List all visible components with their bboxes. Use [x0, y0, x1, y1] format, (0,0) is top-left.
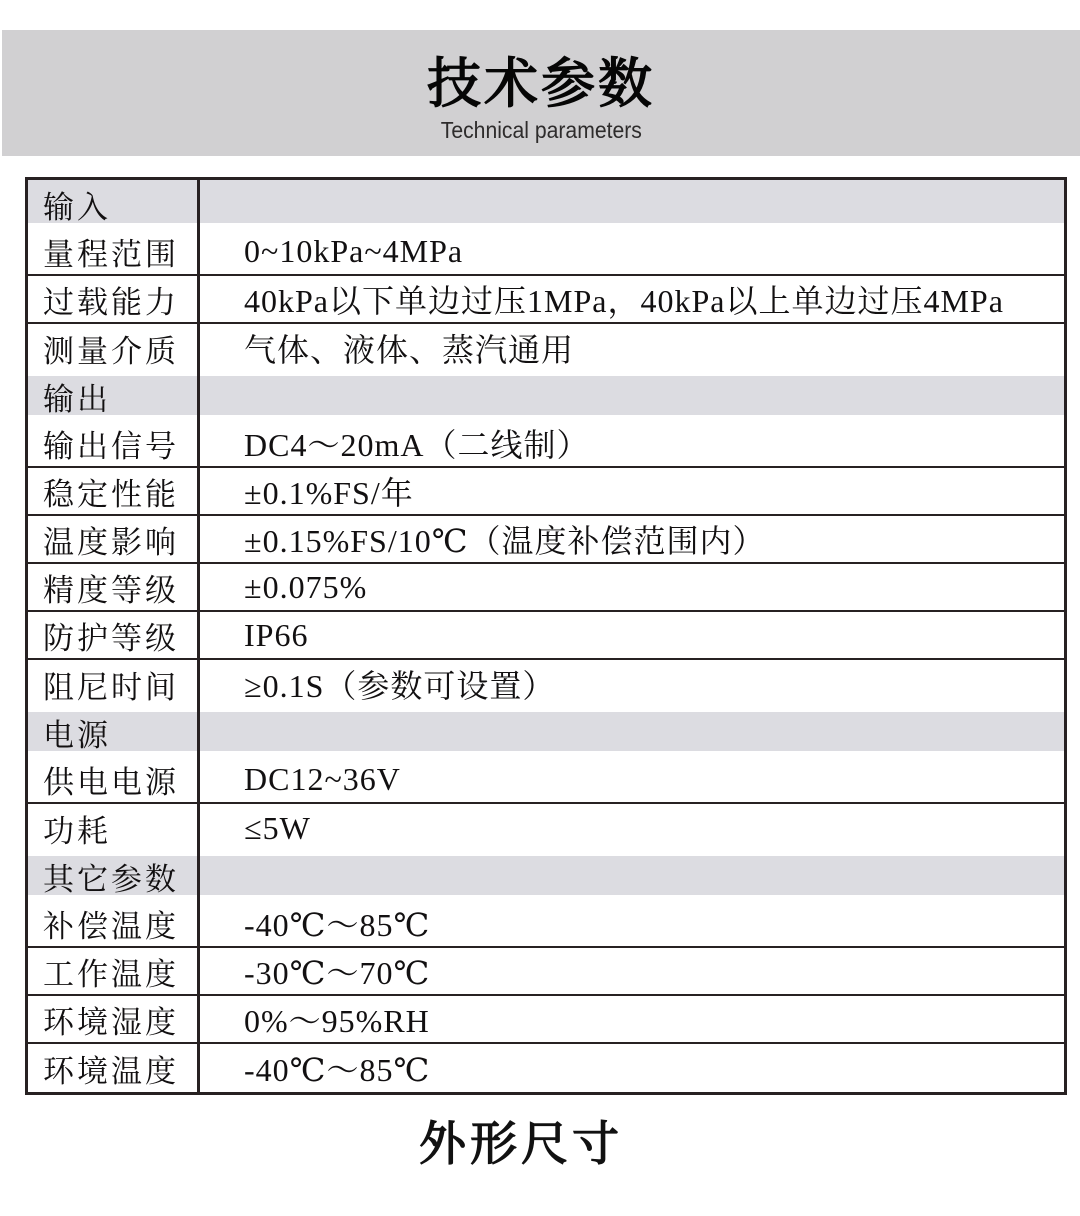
table-row — [28, 1044, 1064, 1092]
row-label-cell: 测量介质 — [28, 324, 200, 372]
row-value-cell — [200, 708, 1064, 756]
technical-parameters-table — [25, 177, 1067, 1095]
row-label-cell: 精度等级 — [28, 564, 200, 612]
row-value-cell: 气体、液体、蒸汽通用 — [244, 332, 575, 368]
section-header-banner — [2, 30, 1080, 156]
table-row — [28, 516, 1064, 564]
row-value-cell: DC4～20mA（二线制） — [200, 420, 1064, 468]
row-value-cell: ±0.1%FS/年 — [200, 468, 1064, 516]
row-label-cell: 其它参数 — [28, 852, 200, 900]
row-value-cell: ≥0.1S（参数可设置） — [244, 668, 556, 704]
row-label-cell: 温度影响 — [28, 516, 200, 564]
table-row — [28, 228, 1064, 276]
row-value-cell — [200, 180, 1064, 228]
row-value-cell: -30℃～70℃ — [200, 948, 1064, 996]
table-row — [28, 708, 1064, 756]
table-row — [28, 804, 1064, 852]
table-row — [28, 180, 1064, 228]
row-label-cell: 工作温度 — [28, 948, 200, 996]
table-row — [28, 660, 1064, 708]
table-row — [28, 612, 1064, 660]
table-row — [28, 468, 1064, 516]
row-value-cell: DC12~36V — [200, 756, 1064, 804]
row-value-cell: -40℃～85℃ — [200, 900, 1064, 948]
row-label-cell: 防护等级 — [28, 612, 200, 660]
page-subtitle: Technical parameters — [440, 116, 642, 143]
row-label-cell: 电源 — [28, 708, 200, 756]
table-row — [28, 948, 1064, 996]
row-label-cell: 环境温度 — [28, 1044, 200, 1092]
table-row — [28, 324, 1064, 372]
row-label-cell: 输入 — [28, 180, 200, 228]
row-label-cell: 阻尼时间 — [28, 660, 200, 708]
row-label-cell: 输出 — [28, 372, 200, 420]
dimensions-heading: 外形尺寸 — [419, 1117, 623, 1170]
row-label-cell: 量程范围 — [28, 228, 200, 276]
table-row — [28, 276, 1064, 324]
table-row — [28, 756, 1064, 804]
row-value-cell — [200, 372, 1064, 420]
table-row — [28, 852, 1064, 900]
row-value-cell: -40℃～85℃ — [244, 1052, 431, 1088]
table-row — [28, 372, 1064, 420]
row-label-cell: 输出信号 — [28, 420, 200, 468]
row-label-cell: 环境湿度 — [28, 996, 200, 1044]
row-label-cell: 功耗 — [28, 804, 200, 852]
row-value-cell: ±0.15%FS/10℃（温度补偿范围内） — [200, 516, 1064, 564]
row-label-cell: 补偿温度 — [28, 900, 200, 948]
row-label-cell: 供电电源 — [28, 756, 200, 804]
row-value-cell: ≤5W — [244, 809, 311, 846]
row-label-cell: 稳定性能 — [28, 468, 200, 516]
page-title: 技术参数 — [427, 54, 655, 115]
row-value-cell: 40kPa以下单边过压1MPa，40kPa以上单边过压4MPa — [200, 276, 1064, 324]
table-row — [28, 996, 1064, 1044]
row-value-cell: 0~10kPa~4MPa — [200, 228, 1064, 276]
page — [0, 30, 1080, 1174]
row-value-cell: 0%～95%RH — [200, 996, 1064, 1044]
table-row — [28, 420, 1064, 468]
row-value-cell — [200, 852, 1064, 900]
row-label-cell: 过载能力 — [28, 276, 200, 324]
table-row — [28, 900, 1064, 948]
table-row — [28, 564, 1064, 612]
table-body — [28, 180, 1064, 1092]
row-value-cell: IP66 — [200, 612, 1064, 660]
row-value-cell: ±0.075% — [200, 564, 1064, 612]
